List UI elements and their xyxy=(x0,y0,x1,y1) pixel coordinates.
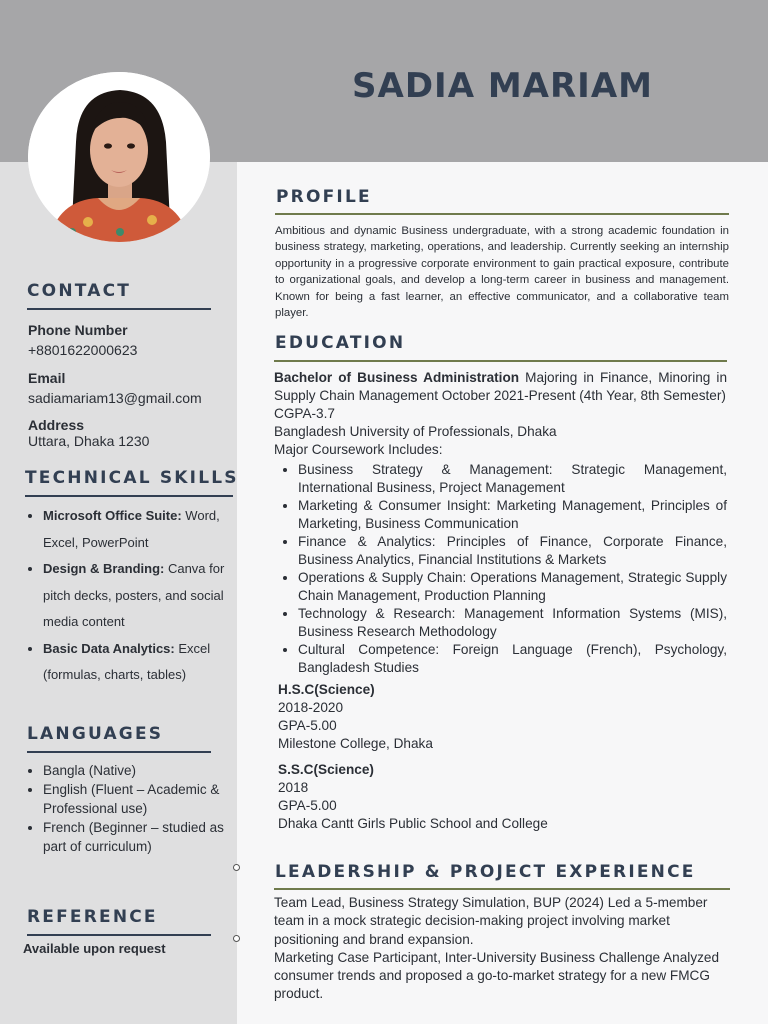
coursework-item: • Cultural Competence: Foreign Language (French), Psychology, Bangladesh Studies xyxy=(298,641,727,677)
degree-detail: Majoring in Finance, Minoring in Supply Chain Management October 2021-Present (4th Year, 8th Semester) xyxy=(274,370,727,403)
coursework-list xyxy=(274,461,727,677)
coursework-item: • Technology & Research: Management Information Systems (MIS), Business Research Methodology xyxy=(298,605,727,641)
phone-value: +8801622000623 xyxy=(28,342,138,358)
hsc-title: H.S.C(Science) xyxy=(278,682,375,697)
reference-heading: REFERENCE xyxy=(27,907,158,927)
skills-divider xyxy=(25,495,233,497)
languages-heading: LANGUAGES xyxy=(27,724,164,744)
skill-item: • Design & Branding: Canva for pitch decks, posters, and social media content xyxy=(43,556,243,636)
ssc-block xyxy=(278,761,727,833)
leadership-item: Marketing Case Participant, Inter-University Business Challenge Analyzed consumer trends and proposed a go-to-market strategy for a new FMCG product. xyxy=(274,949,720,1002)
hsc-years: 2018-2020 xyxy=(278,700,344,715)
university: Bangladesh University of Professionals, Dhaka xyxy=(274,424,557,439)
ssc-title: S.S.C(Science) xyxy=(278,762,374,777)
profile-divider xyxy=(275,213,729,215)
hsc-block xyxy=(278,681,727,753)
coursework-label: Major Coursework Includes: xyxy=(274,442,443,457)
languages-list xyxy=(23,761,243,856)
address-value: Uttara, Dhaka 1230 xyxy=(28,433,150,449)
email-value: sadiamariam13@gmail.com xyxy=(28,390,202,406)
ssc-years: 2018 xyxy=(278,780,309,795)
education-heading: EDUCATION xyxy=(275,333,406,353)
coursework-item: • Finance & Analytics: Principles of Finance, Corporate Finance, Business Analytics, Financial Institutions & Markets xyxy=(298,533,727,569)
hsc-gpa: GPA-5.00 xyxy=(278,718,337,733)
education-divider xyxy=(274,360,727,362)
reference-text: Available upon request xyxy=(23,941,166,956)
cgpa: CGPA-3.7 xyxy=(274,406,335,421)
degree-title: Bachelor of Business Administration xyxy=(274,370,520,385)
coursework-item: • Marketing & Consumer Insight: Marketing Management, Principles of Marketing, Business Communication xyxy=(298,497,727,533)
coursework-item: • Business Strategy & Management: Strategic Management, International Business, Project Management xyxy=(298,461,727,497)
contact-heading: CONTACT xyxy=(27,281,132,301)
technical-skills-heading: TECHNICAL SKILLS xyxy=(25,468,239,488)
language-item: • Bangla (Native) xyxy=(43,761,243,780)
hsc-school: Milestone College, Dhaka xyxy=(278,736,433,751)
email-label: Email xyxy=(28,370,66,386)
leadership-item: Team Lead, Business Strategy Simulation, BUP (2024) Led a 5-member team in a mock strategic decision-making project involving market positioning and brand expansion. xyxy=(274,895,708,947)
coursework-item: • Operations & Supply Chain: Operations Management, Strategic Supply Chain Management, Production Planning xyxy=(298,569,727,605)
profile-heading: PROFILE xyxy=(276,187,372,207)
ssc-school: Dhaka Cantt Girls Public School and College xyxy=(278,816,548,831)
leadership-section xyxy=(274,894,730,1004)
language-item: • English (Fluent – Academic & Professional use) xyxy=(43,780,243,818)
languages-divider xyxy=(27,751,211,753)
address-label: Address xyxy=(28,417,85,433)
reference-divider xyxy=(27,934,211,936)
profile-photo xyxy=(28,72,210,242)
contact-divider xyxy=(27,308,211,310)
leadership-heading: LEADERSHIP & PROJECT EXPERIENCE xyxy=(275,862,696,882)
language-item: • French (Beginner – studied as part of curriculum) xyxy=(43,818,243,856)
skill-item: • Basic Data Analytics: Excel (formulas, charts, tables) xyxy=(43,636,243,689)
connector-dot xyxy=(233,864,240,871)
skill-item: • Microsoft Office Suite: Word, Excel, PowerPoint xyxy=(43,503,243,556)
leadership-divider xyxy=(274,888,730,890)
connector-dot xyxy=(233,935,240,942)
phone-label: Phone Number xyxy=(28,322,128,338)
profile-summary: Ambitious and dynamic Business undergraduate, with a strong academic foundation in business strategy, marketing, operations, and leadership. Currently seeking an internship opportunity in a progressive corporate environment to gain practical exposure, contribute to organizational goals, and develop a long-term career in business and management. Known for being a fast learner, an effective communicator, and a collaborative team player. xyxy=(275,225,729,320)
skills-list xyxy=(23,503,243,689)
candidate-name: SADIA MARIAM xyxy=(352,66,653,106)
education-section xyxy=(274,369,727,833)
ssc-gpa: GPA-5.00 xyxy=(278,798,337,813)
degree-line xyxy=(274,369,727,405)
